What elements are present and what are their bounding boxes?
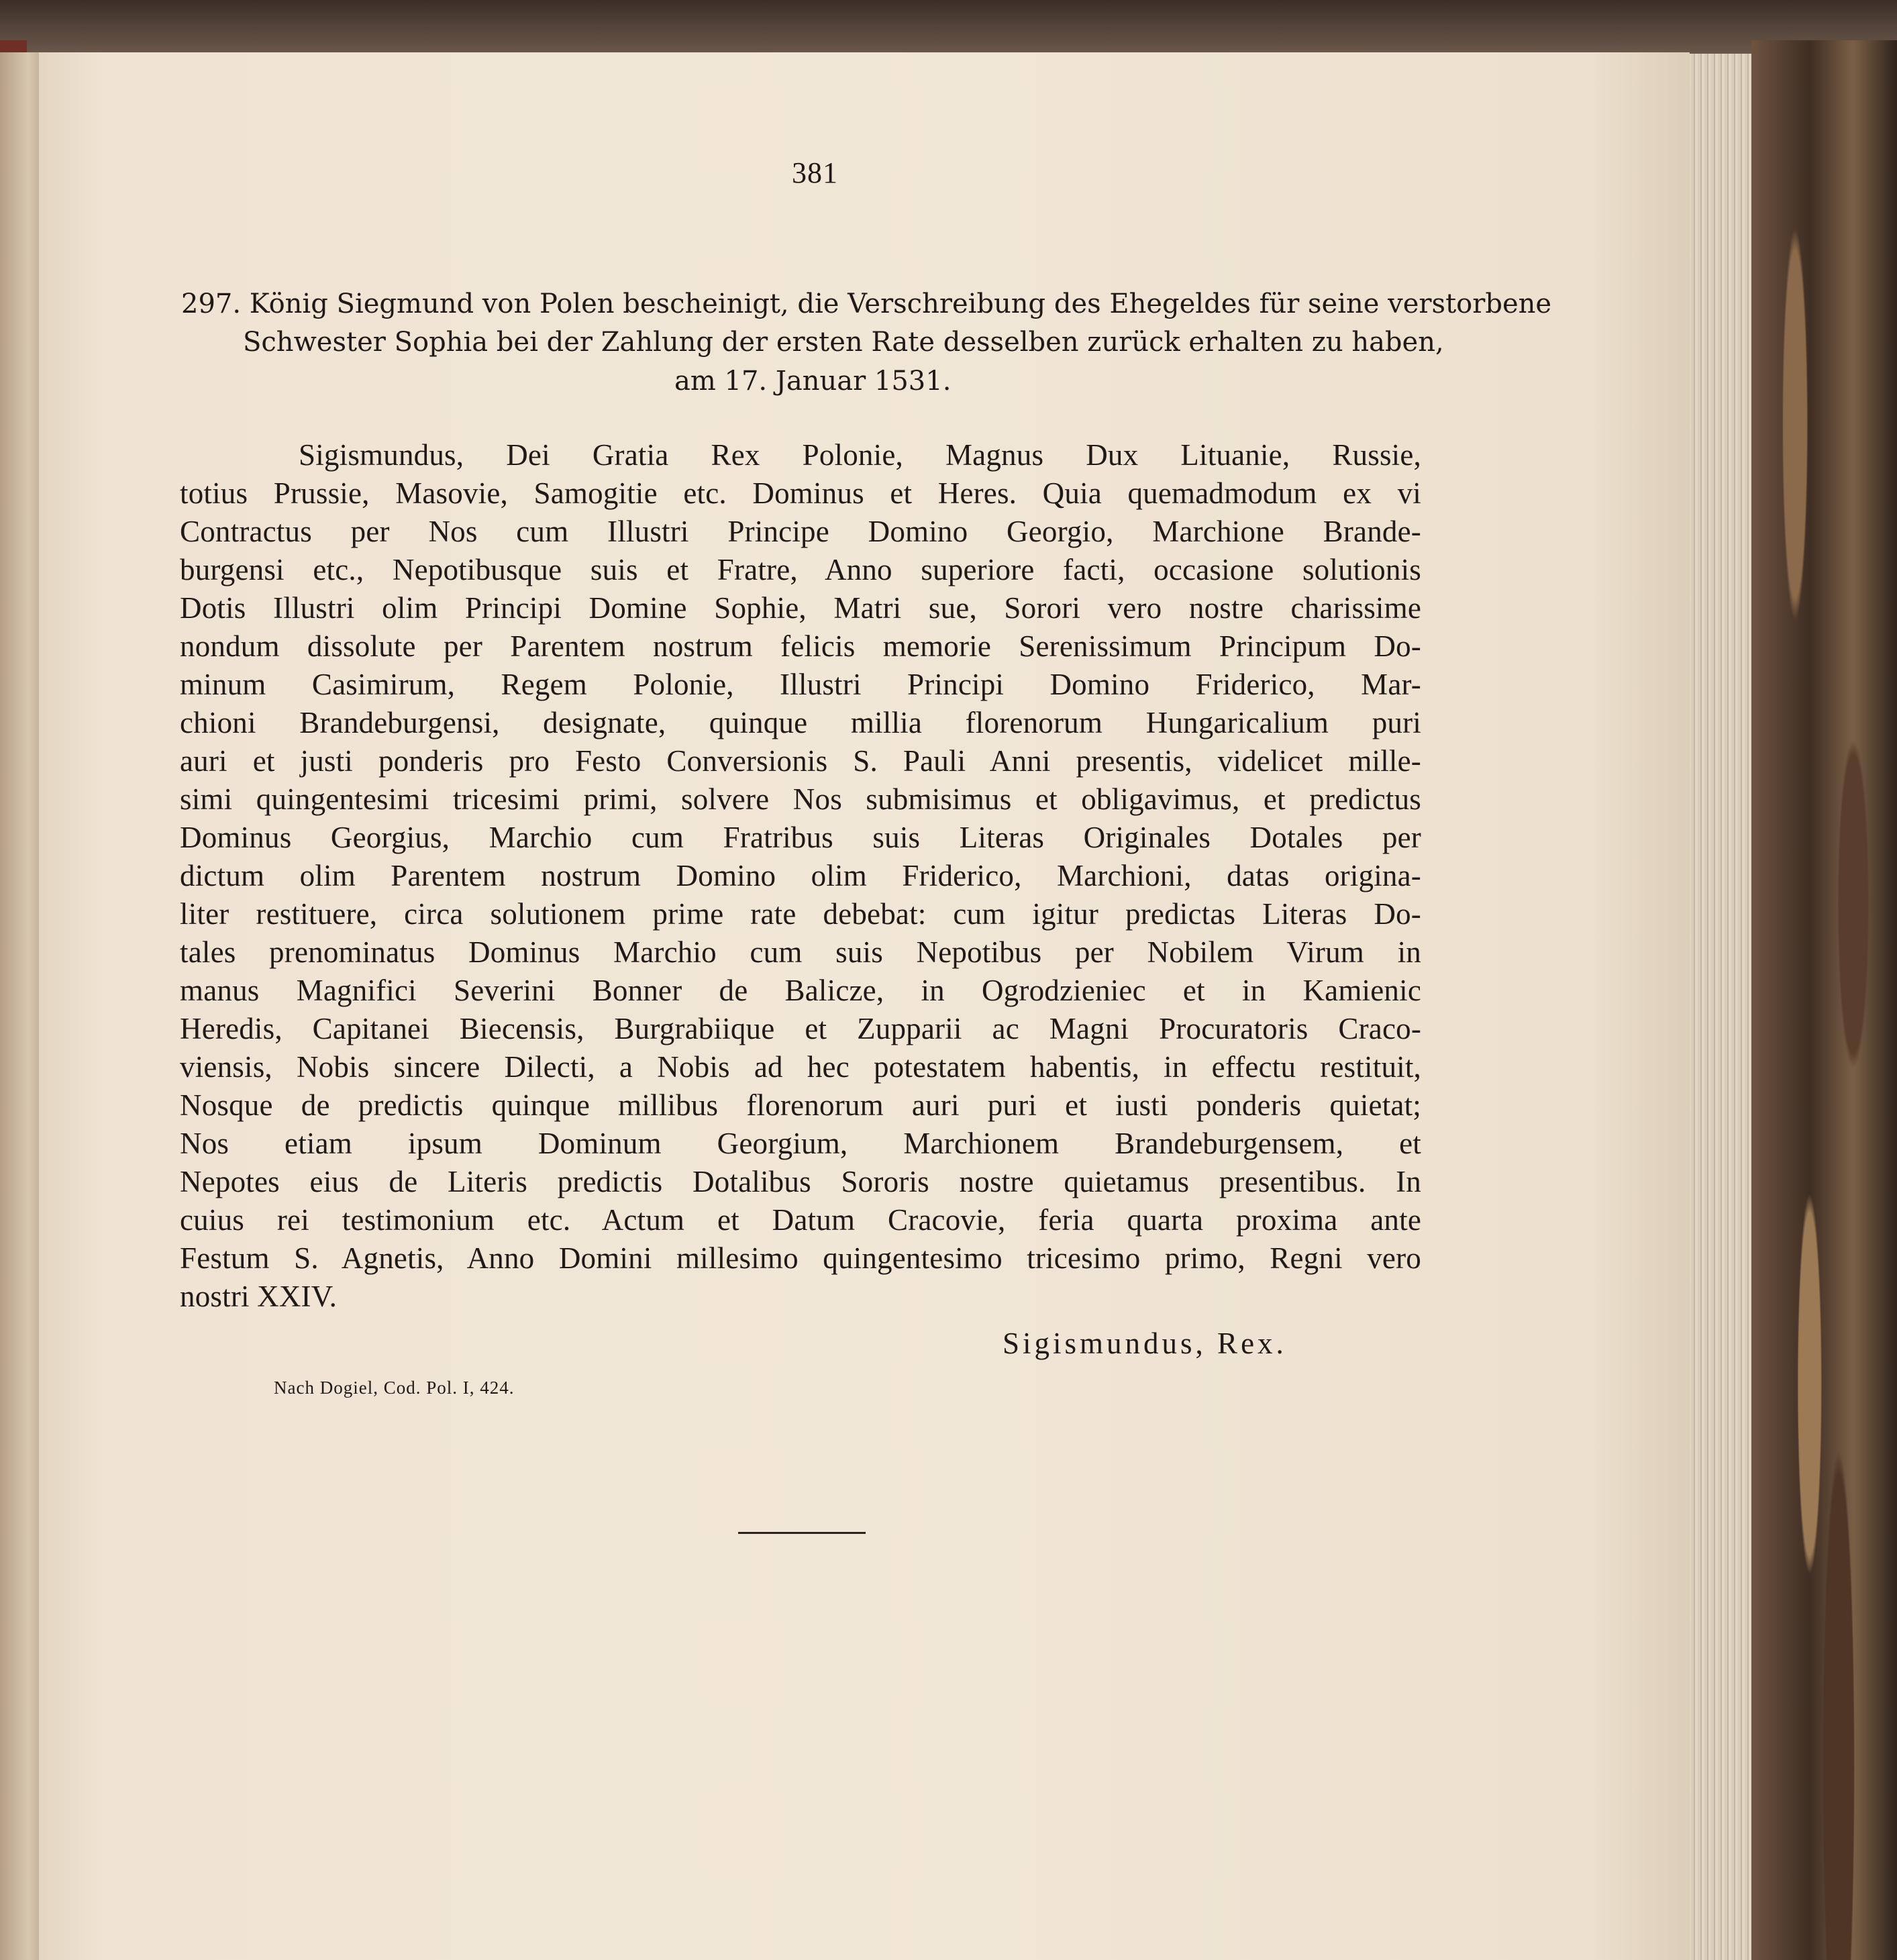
body-line: Dominus Georgius, Marchio cum Fratribus suis Literas Originales Dotales per [180,821,1421,854]
body-line: Nepotes eius de Literis predictis Dotalibus Sororis nostre quietamus presentibus. In [180,1165,1421,1198]
body-line: Nosque de predictis quinque millibus florenorum auri puri et iusti ponderis quietat; [180,1088,1421,1122]
body-line: burgensi etc., Nepotibusque suis et Fratre, Anno superiore facti, occasione solutionis [180,553,1421,586]
body-line: totius Prussie, Masovie, Samogitie etc. Dominus et Heres. Quia quemadmodum ex vi [180,476,1421,510]
document-heading-line: Schwester Sophia bei der Zahlung der ersten Rate desselben zurück erhalten zu haben, [243,327,1444,358]
body-line: nostri XXIV. [180,1280,338,1313]
body-line: viensis, Nobis sincere Dilecti, a Nobis ad hec potestatem habentis, in effectu restituit, [180,1050,1421,1084]
left-page-edge [0,52,42,1960]
body-line: Dotis Illustri olim Principi Domine Sophie, Matri sue, Sorori vero nostre charissime [180,591,1421,625]
body-line: manus Magnifici Severini Bonner de Balicze, in Ogrodzieniec et in Kamienic [180,974,1421,1007]
marbled-cover [1751,40,1897,1960]
body-line: dictum olim Parentem nostrum Domino olim Friderico, Marchioni, datas origina- [180,859,1421,892]
body-line: Contractus per Nos cum Illustri Principe Domino Georgio, Marchione Brande- [180,515,1421,548]
section-divider [738,1532,866,1534]
book-cover-top [0,0,1897,54]
body-line: chioni Brandeburgensi, designate, quinque millia florenorum Hungaricalium puri [180,706,1421,739]
body-line: auri et justi ponderis pro Festo Conversionis S. Pauli Anni presentis, videlicet mille- [180,744,1421,778]
body-line: minum Casimirum, Regem Polonie, Illustri Principi Domino Friderico, Mar- [180,668,1421,701]
document-heading-date: am 17. Januar 1531. [674,366,952,397]
body-line: simi quingentesimi tricesimi primi, solvere Nos submisimus et obligavimus, et predictus [180,782,1421,816]
body-line: cuius rei testimonium etc. Actum et Datum Cracovie, feria quarta proxima ante [180,1203,1421,1237]
document-heading-line: 297. König Siegmund von Polen bescheinigt, die Verschreibung des Ehegeldes für seine verstorbene [181,289,1552,319]
page-stack-edge [1684,54,1751,1960]
page-number: 381 [792,156,838,189]
signature: Sigismundus, Rex. [1003,1327,1287,1360]
body-line: Festum S. Agnetis, Anno Domini millesimo quingentesimo tricesimo primo, Regni vero [180,1241,1421,1275]
source-note: Nach Dogiel, Cod. Pol. I, 424. [274,1378,515,1398]
body-line: tales prenominatus Dominus Marchio cum suis Nepotibus per Nobilem Virum in [180,935,1421,969]
body-line: liter restituere, circa solutionem prime rate debebat: cum igitur predictas Literas Do- [180,897,1421,931]
body-line: Heredis, Capitanei Biecensis, Burgrabiique et Zupparii ac Magni Procuratoris Craco- [180,1012,1421,1045]
body-line: Sigismundus, Dei Gratia Rex Polonie, Magnus Dux Lituanie, Russie, [299,438,1421,472]
body-line: nondum dissolute per Parentem nostrum felicis memorie Serenissimum Principum Do- [180,629,1421,663]
body-line: Nos etiam ipsum Dominum Georgium, Marchionem Brandeburgensem, et [180,1127,1421,1160]
